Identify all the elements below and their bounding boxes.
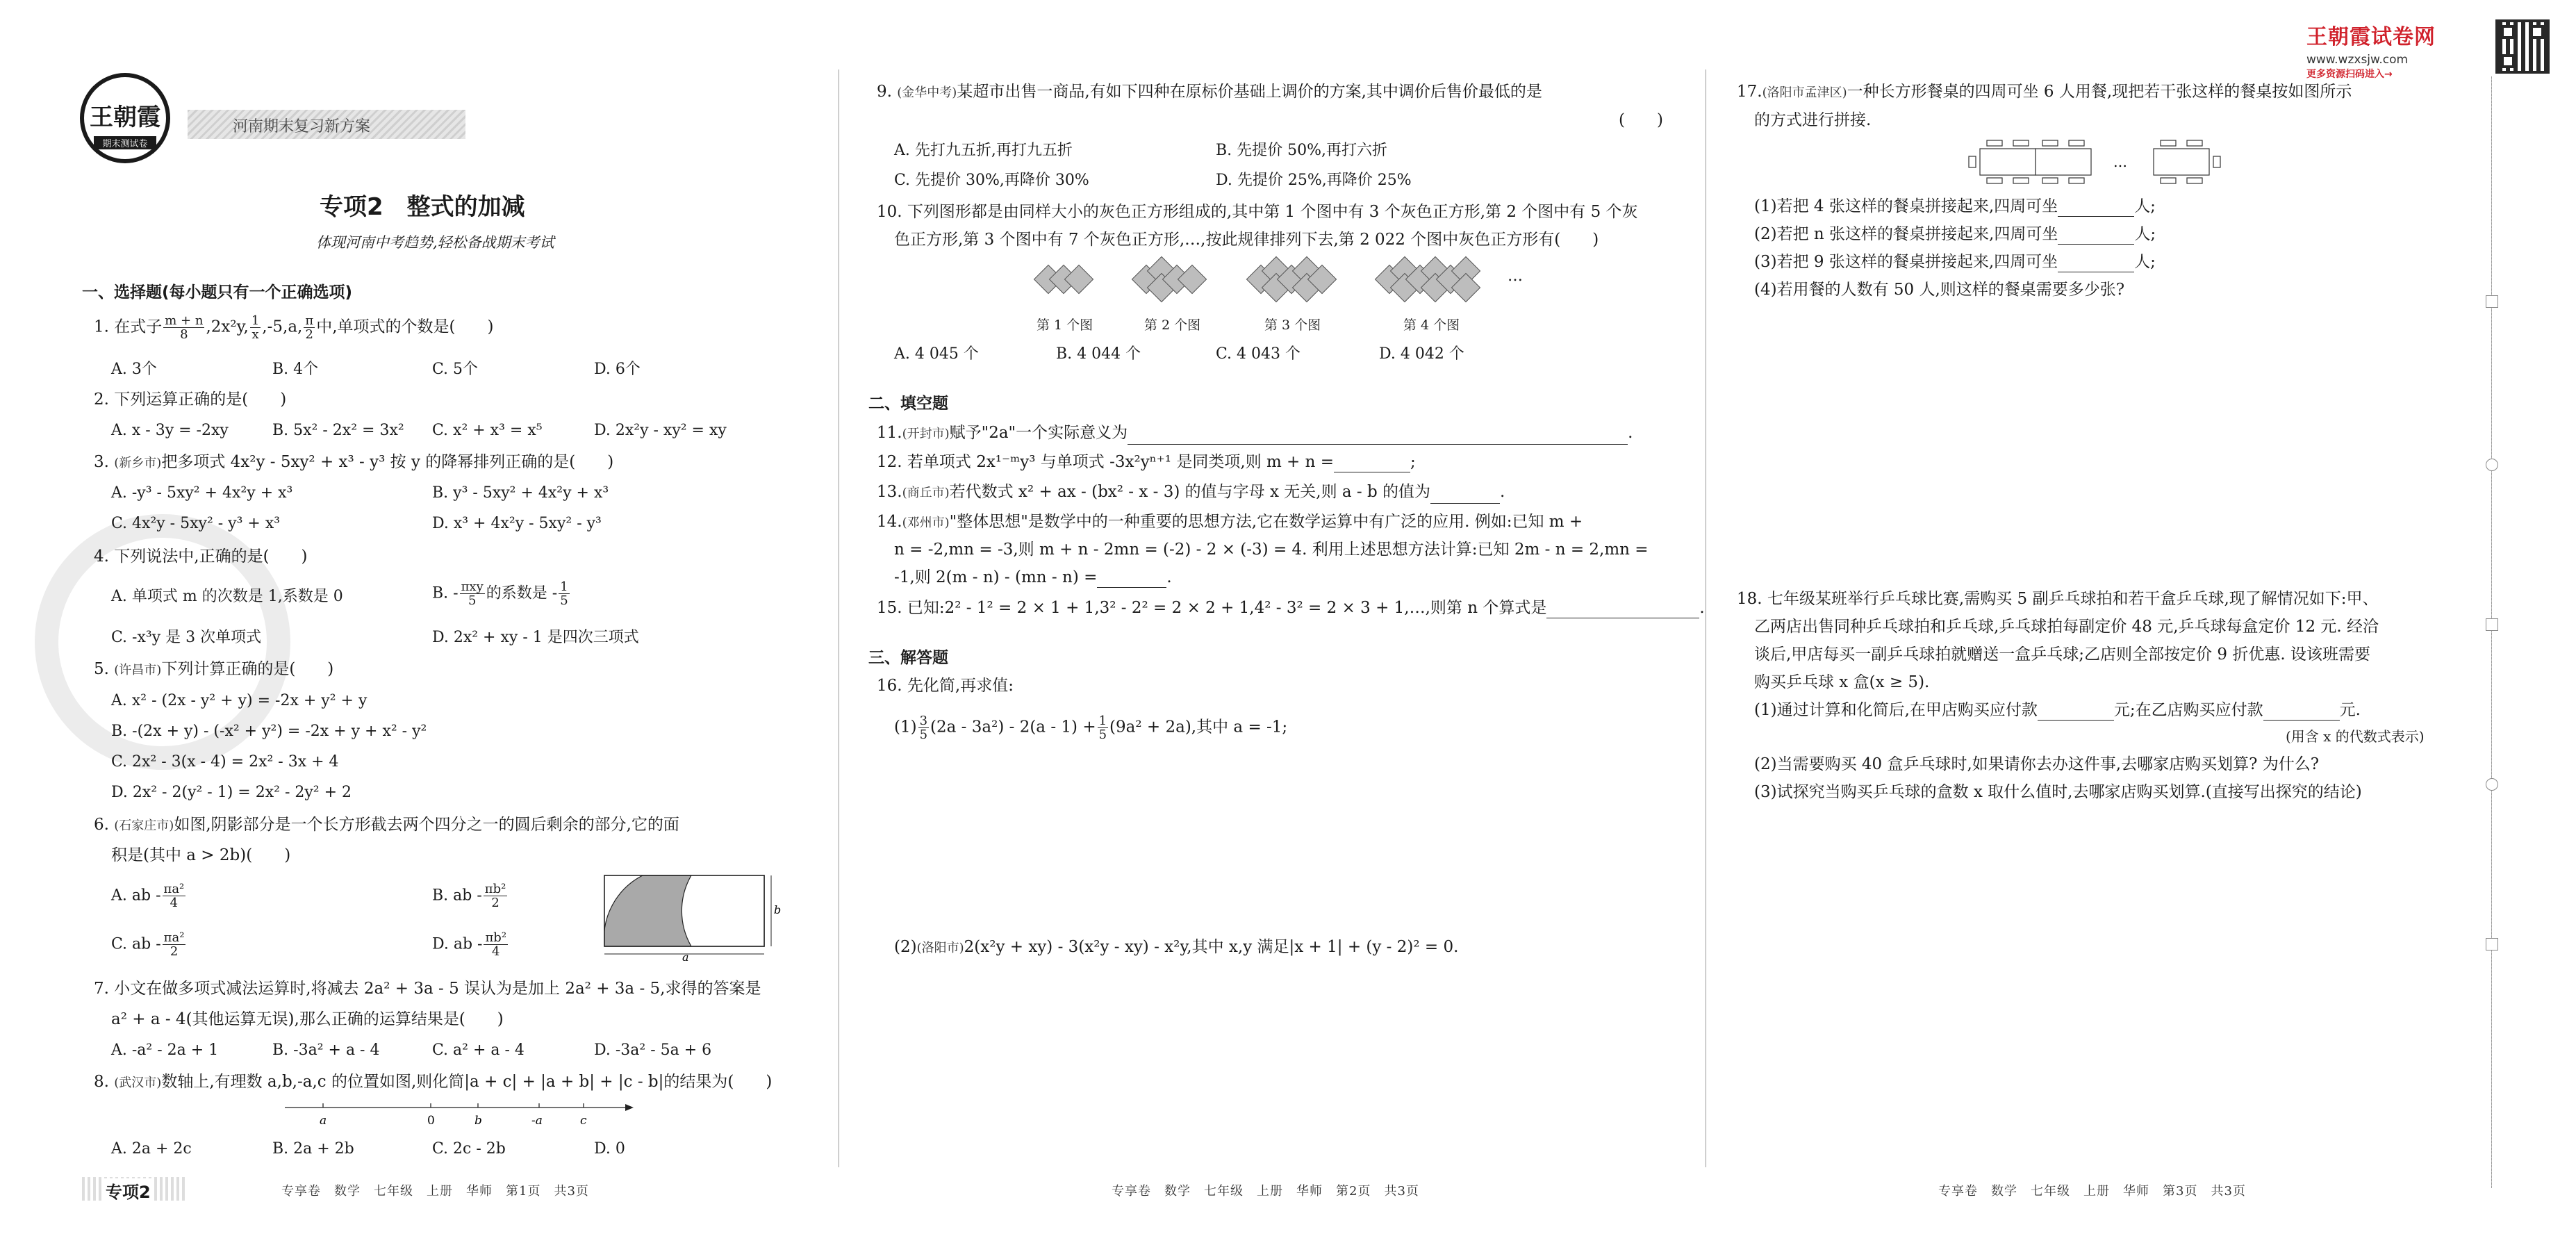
footer-tag: [82, 1177, 186, 1201]
q10-option-a: A. 4 045 个: [894, 345, 979, 363]
q9-option-b: B. 先提价 50%,再打六折: [1216, 142, 1388, 159]
q10-option-c: C. 4 043 个: [1216, 345, 1301, 363]
q7-option-c: C. a² + a - 4: [432, 1042, 525, 1059]
question-18-line4: 购买乒乓球 x 盒(x ≥ 5).: [1754, 673, 1930, 691]
q2-option-a: A. x - 3y = -2xy: [111, 422, 229, 439]
q2-option-b: B. 5x² - 2x² = 3x²: [272, 422, 404, 439]
q12-answer-blank: [1334, 456, 1410, 472]
binding-mark: [2486, 295, 2498, 308]
q6-option-d: D. ab - $\frac{\text{πb²}}{4}$: [432, 930, 507, 959]
page-subtitle: 体现河南中考趋势,轻松备战期末考试: [316, 234, 554, 251]
question-5: 5. (许昌市)下列计算正确的是( ): [94, 660, 334, 678]
q8-label-c: c: [580, 1114, 587, 1128]
q9-option-a: A. 先打九五折,再打九五折: [894, 142, 1073, 159]
q4-option-a: A. 单项式 m 的次数是 1,系数是 0: [111, 588, 343, 605]
binding-line: [2491, 76, 2492, 1188]
question-8: 8. (武汉市)数轴上,有理数 a,b,-a,c 的位置如图,则化简|a + c| + |a + b| + |c - b|的结果为( ): [94, 1073, 773, 1091]
header-banner: [188, 110, 465, 139]
question-2: 2. 下列运算正确的是( ): [94, 390, 287, 409]
q1-option-d: D. 6个: [594, 361, 641, 378]
q8-label-b: b: [474, 1114, 482, 1128]
logo: [80, 73, 170, 163]
fraction: $\frac{\pi}{2}$: [305, 313, 314, 342]
page-title: 专项2 整式的加减: [320, 193, 525, 221]
q17-ellipsis: …: [2113, 154, 2127, 170]
fraction: $\frac{m + n}{8}$: [165, 313, 204, 342]
site-brand-name: 王朝霞试卷网: [2306, 25, 2436, 49]
q9-option-c: C. 先提价 30%,再降价 30%: [894, 172, 1089, 189]
q10-figure-1: [1028, 261, 1098, 302]
question-17-part-4: (4)若用餐的人数有 50 人,则这样的餐桌需要多少张?: [1754, 281, 2125, 299]
question-3: 3. (新乡市)把多项式 4x²y - 5xy² + x³ - y³ 按 y 的降幂排列正确的是( ): [94, 453, 614, 471]
question-18-note: (用含 x 的代数式表示): [2286, 728, 2425, 745]
q7-option-b: B. -3a² + a - 4: [272, 1042, 380, 1059]
question-18-part-3: (3)试探究当购买乒乓球的盒数 x 取什么值时,去哪家店购买划算.(直接写出探究的结论): [1754, 783, 2362, 801]
q6-label-a: a: [682, 950, 689, 962]
q8-label-neg-a: -a: [531, 1114, 543, 1128]
section-fill: 二、填空题: [868, 395, 948, 413]
question-17-part-3: (3)若把 9 张这样的餐桌拼接起来,四周可坐 人;: [1754, 253, 2156, 271]
section-choice: 一、选择题(每小题只有一个正确选项): [82, 283, 353, 302]
q3-option-b: B. y³ - 5xy² + 4x²y + x³: [432, 484, 609, 502]
question-16: 16. 先化简,再求值:: [877, 677, 1014, 695]
binding-mark: [2486, 778, 2498, 791]
question-4: 4. 下列说法中,正确的是( ): [94, 548, 308, 566]
q10-pattern-figures: [1028, 261, 1523, 333]
logo-sub: 期末测试卷: [94, 136, 156, 149]
q11-answer-blank: [1128, 429, 1628, 445]
q6-label-b: b: [774, 903, 782, 916]
logo-text: 王朝霞: [90, 104, 160, 131]
q8-option-b: B. 2a + 2b: [272, 1140, 354, 1158]
q3-option-c: C. 4x²y - 5xy² - y³ + x³: [111, 515, 281, 532]
q15-answer-blank: [1546, 602, 1699, 618]
q6-rectangle-figure: [601, 872, 782, 962]
q8-number-line: [278, 1099, 639, 1134]
footer-page-2: 专享卷 数学 七年级 上册 华师 第2页 共3页: [1112, 1184, 1419, 1199]
question-17-line2: 的方式进行拼接.: [1754, 111, 1872, 129]
binding-mark: [2486, 938, 2498, 950]
question-11: 11.(开封市)赋予"2a"一个实际意义为 .: [877, 422, 1633, 445]
question-18-line2: 乙两店出售同种乒乓球拍和乒乓球,乒乓球拍每副定价 48 元,乒乓球每盒定价 12 元. 经洽: [1754, 618, 2379, 636]
q3-option-a: A. -y³ - 5xy² + 4x²y + x³: [111, 484, 293, 502]
question-17-part-1: (1)若把 4 张这样的餐桌拼接起来,四周可坐 人;: [1754, 197, 2156, 215]
question-14-line2: n = -2,mn = -3,则 m + n - 2mn = (-2) - 2 × (-3) = 4. 利用上述思想方法计算:已知 2m - n = 2,mn =: [894, 541, 1649, 559]
question-14: 14.(邓州市)"整体思想"是数学中的一种重要的思想方法,它在数学运算中有广泛的应用. 例如:已知 m +: [877, 513, 1583, 531]
question-16-part-1: (1) $\frac{3}{5}$ (2a - 3a²) - 2(a - 1) + $\frac{1}{5}$ (9a² + 2a),其中 a = -1;: [894, 714, 1288, 742]
question-10-line2: 色正方形,第 3 个图中有 7 个灰色正方形,…,按此规律排列下去,第 2 022 个图中灰色正方形有( ): [894, 231, 1599, 249]
footer-page-1: 专享卷 数学 七年级 上册 华师 第1页 共3页: [281, 1184, 589, 1199]
q4-option-d: D. 2x² + xy - 1 是四次三项式: [432, 629, 639, 646]
q9-option-d: D. 先提价 25%,再降价 25%: [1216, 172, 1412, 189]
q10-option-d: D. 4 042 个: [1379, 345, 1464, 363]
q3-option-d: D. x³ + 4x²y - 5xy² - y³: [432, 515, 602, 532]
q2-option-d: D. 2x²y - xy² = xy: [594, 422, 727, 439]
q8-option-d: D. 0: [594, 1140, 625, 1158]
site-brand: [2306, 19, 2436, 81]
q10-label-3: 第 3 个图: [1264, 318, 1321, 333]
q1-option-a: A. 3个: [111, 361, 157, 378]
q10-figure-3: [1250, 261, 1348, 302]
q5-option-d: D. 2x² - 2(y² - 1) = 2x² - 2y² + 2: [111, 784, 352, 801]
q8-label-0: 0: [427, 1114, 435, 1128]
question-7-line2: a² + a - 4(其他运算无误),那么正确的运算结果是( ): [111, 1010, 504, 1028]
q13-answer-blank: [1430, 488, 1500, 504]
question-17-part-2: (2)若把 n 张这样的餐桌拼接起来,四周可坐 人;: [1754, 225, 2156, 243]
q8-label-a: a: [320, 1114, 327, 1128]
q10-ellipsis: …: [1508, 267, 1523, 285]
footer-tag-text: 专项2: [103, 1178, 154, 1203]
site-more: 更多资源扫码进入→: [2306, 69, 2393, 80]
q10-option-b: B. 4 044 个: [1056, 345, 1141, 363]
q6-option-a: A. ab - $\frac{\text{πa²}}{4}$: [111, 882, 185, 910]
q8-option-c: C. 2c - 2b: [432, 1140, 506, 1158]
question-6-line2: 积是(其中 a > 2b)( ): [111, 846, 291, 864]
q1-option-b: B. 4个: [272, 361, 319, 378]
q7-option-d: D. -3a² - 5a + 6: [594, 1042, 712, 1059]
q10-label-2: 第 2 个图: [1144, 318, 1201, 333]
question-12: 12. 若单项式 2x¹⁻ᵐy³ 与单项式 -3x²yⁿ⁺¹ 是同类项,则 m + n = ;: [877, 453, 1416, 471]
question-18-part-1: (1)通过计算和化简后,在甲店购买应付款 元;在乙店购买应付款 元.: [1754, 701, 2361, 719]
binding-mark: [2486, 618, 2498, 631]
q1-option-c: C. 5个: [432, 361, 479, 378]
q9-paren: ( ): [1619, 111, 1663, 129]
banner-text: 河南期末复习新方案: [233, 118, 371, 135]
fraction: $\frac{1}{x}$: [251, 313, 260, 342]
q10-label-4: 第 4 个图: [1403, 318, 1460, 333]
q6-option-b: B. ab - $\frac{\text{πb²}}{2}$: [432, 882, 506, 910]
question-6: 6. (石家庄市)如图,阴影部分是一个长方形截去两个四分之一的圆后剩余的部分,它的面: [94, 816, 679, 834]
q5-option-a: A. x² - (2x - y² + y) = -2x + y² + y: [111, 692, 368, 709]
question-1: 1. 在式子 $\frac{m + n}{8}$ ,2x²y, $\frac{1}{x}$ ,-5,a, $\frac{\pi}{2}$ 中,单项式的个数是( ): [94, 313, 494, 342]
q5-option-c: C. 2x² - 3(x - 4) = 2x² - 3x + 4: [111, 753, 339, 771]
qr-code[interactable]: [2495, 19, 2550, 74]
q10-figure-4: [1379, 261, 1497, 302]
q10-figure-2: [1136, 261, 1219, 302]
question-15: 15. 已知:2² - 1² = 2 × 1 + 1,3² - 2² = 2 × 2 + 1,4² - 3² = 2 × 3 + 1,…,则第 n 个算式是 .: [877, 599, 1705, 617]
question-13: 13.(商丘市)若代数式 x² + ax - (bx² - x - 3) 的值与字母 x 无关,则 a - b 的值为 .: [877, 481, 1505, 504]
q8-option-a: A. 2a + 2c: [111, 1140, 192, 1158]
question-16-part-2: (2)(洛阳市)2(x²y + xy) - 3(x²y - xy) - x²y,其中 x,y 满足|x + 1| + (y - 2)² = 0.: [894, 938, 1459, 956]
question-9: 9. (金华中考)某超市出售一商品,有如下四种在原标价基础上调价的方案,其中调价后售价最低的是: [877, 83, 1542, 101]
q4-option-c: C. -x³y 是 3 次单项式: [111, 629, 262, 646]
q6-option-c: C. ab - $\frac{\text{πa²}}{2}$: [111, 930, 185, 959]
q17-tables-figure: [1966, 138, 2237, 186]
q10-label-1: 第 1 个图: [1037, 318, 1093, 333]
question-18: 18. 七年级某班举行乒乓球比赛,需购买 5 副乒乓球拍和若干盒乒乓球,现了解情况如下:甲、: [1737, 590, 2379, 608]
section-solve: 三、解答题: [868, 649, 948, 667]
question-18-line3: 谈后,甲店每买一副乒乓球拍就赠送一盒乒乓球;乙店则全部按定价 9 折优惠. 设该班需要: [1754, 645, 2370, 664]
question-17: 17.(洛阳市孟津区)一种长方形餐桌的四周可坐 6 人用餐,现把若干张这样的餐桌按如图所示: [1737, 83, 2352, 101]
footer-page-3: 专享卷 数学 七年级 上册 华师 第3页 共3页: [1938, 1184, 2246, 1199]
question-10: 10. 下列图形都是由同样大小的灰色正方形组成的,其中第 1 个图中有 3 个灰色正方形,第 2 个图中有 5 个灰: [877, 203, 1638, 221]
q8-ticks: [323, 1103, 584, 1108]
site-url: www.wzxsjw.com: [2306, 53, 2409, 67]
question-18-part-2: (2)当需要购买 40 盒乒乓球时,如果请你去办这件事,去哪家店购买划算? 为什么?: [1754, 755, 2320, 773]
q7-option-a: A. -a² - 2a + 1: [111, 1042, 219, 1059]
q14-answer-blank: [1097, 572, 1166, 588]
question-14-line3: -1,则 2(m - n) - (mn - n) = .: [894, 568, 1172, 586]
binding-mark: [2486, 459, 2498, 471]
q5-option-b: B. -(2x + y) - (-x² + y²) = -2x + y + x² - y²: [111, 723, 427, 740]
question-7: 7. 小文在做多项式减法运算时,将减去 2a² + 3a - 5 误认为是加上 2a² + 3a - 5,求得的答案是: [94, 980, 761, 998]
q2-option-c: C. x² + x³ = x⁵: [432, 422, 543, 439]
q4-option-b: B. - $\frac{\text{πxy}}{5}$ 的系数是 - $\frac{1}{5}$: [432, 579, 568, 608]
